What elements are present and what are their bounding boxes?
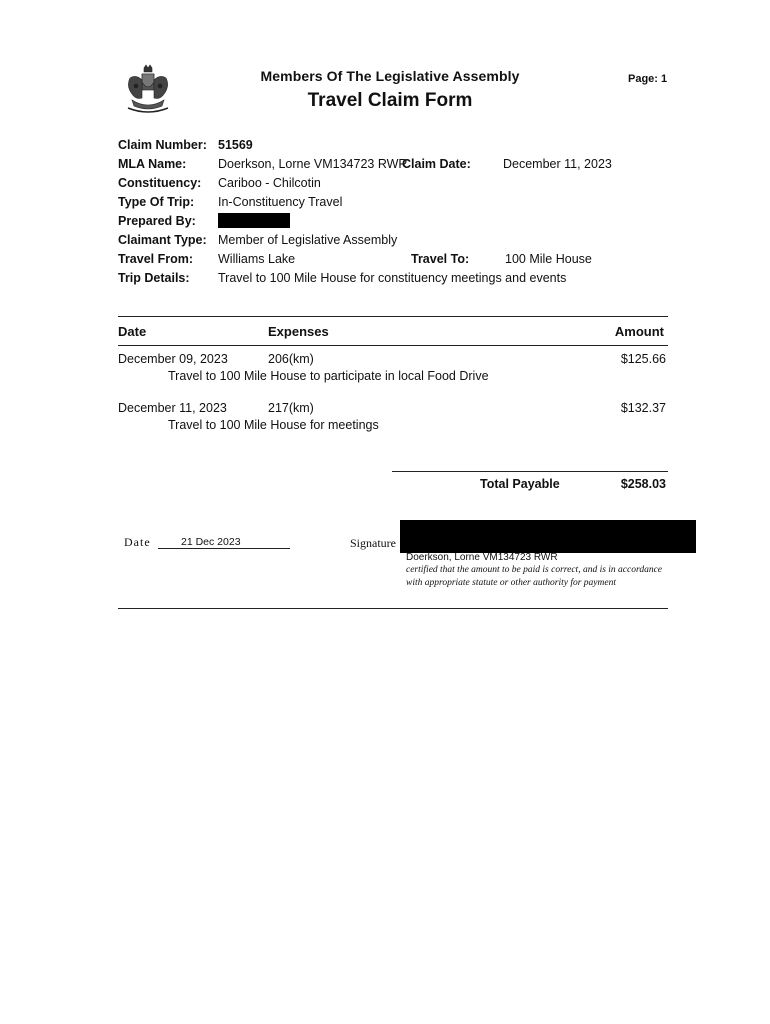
total-rule <box>392 471 668 472</box>
claimant-type-label: Claimant Type: <box>118 233 207 247</box>
travel-from-value: Williams Lake <box>218 252 296 266</box>
signature-label: Signature <box>350 536 396 550</box>
form-title: Travel Claim Form <box>307 90 473 111</box>
trip-details-label: Trip Details: <box>118 271 190 285</box>
constituency-value: Cariboo - Chilcotin <box>218 176 321 190</box>
mla-name-value: Doerkson, Lorne VM134723 RWR <box>218 157 408 171</box>
date-column-header: Date <box>118 324 147 339</box>
claim-number-label: Claim Number: <box>118 138 207 152</box>
claim-date-label: Claim Date: <box>402 157 471 171</box>
signature-redaction <box>400 520 696 553</box>
certification-line-2: with appropriate statute or other authority for payment <box>406 578 616 588</box>
signer-name: Doerkson, Lorne VM134723 RWR <box>406 552 558 563</box>
claim-date-value: December 11, 2023 <box>503 157 612 171</box>
prepared-by-label: Prepared By: <box>118 214 196 228</box>
type-of-trip-value: In-Constituency Travel <box>218 195 343 209</box>
row-date: December 09, 2023 <box>118 352 228 366</box>
claim-number-value: 51569 <box>218 138 253 152</box>
total-payable-label: Total Payable <box>480 477 560 491</box>
claimant-type-value: Member of Legislative Assembly <box>218 233 398 247</box>
prepared-by-redaction <box>218 213 290 228</box>
row-distance: 206(km) <box>268 352 314 366</box>
mla-name-label: MLA Name: <box>118 157 187 171</box>
row-distance: 217(km) <box>268 401 314 415</box>
table-header-rule <box>118 345 668 346</box>
travel-from-label: Travel From: <box>118 252 194 266</box>
footer-rule <box>118 608 668 609</box>
row-amount: $125.66 <box>620 352 666 366</box>
trip-details-value: Travel to 100 Mile House for constituency meetings and events <box>218 271 567 285</box>
certification-line-1: certified that the amount to be paid is correct, and is in accordance <box>406 565 663 575</box>
page-number: Page: 1 <box>628 73 668 85</box>
signoff-date-label: Date <box>124 535 151 549</box>
travel-to-label: Travel To: <box>411 252 470 266</box>
coat-of-arms-logo <box>122 64 174 116</box>
table-top-rule <box>118 316 668 317</box>
signoff-date-value: 21 Dec 2023 <box>181 536 241 548</box>
date-underline <box>158 548 290 549</box>
expenses-column-header: Expenses <box>268 324 329 339</box>
row-description: Travel to 100 Mile House for meetings <box>168 418 379 432</box>
travel-to-value: 100 Mile House <box>505 252 592 266</box>
amount-column-header: Amount <box>614 324 664 339</box>
row-description: Travel to 100 Mile House to participate in local Food Drive <box>168 369 489 383</box>
row-date: December 11, 2023 <box>118 401 227 415</box>
organization-name: Members Of The Legislative Assembly <box>260 68 520 84</box>
row-amount: $132.37 <box>620 401 666 415</box>
total-payable-amount: $258.03 <box>620 477 666 491</box>
type-of-trip-label: Type Of Trip: <box>118 195 195 209</box>
constituency-label: Constituency: <box>118 176 202 190</box>
